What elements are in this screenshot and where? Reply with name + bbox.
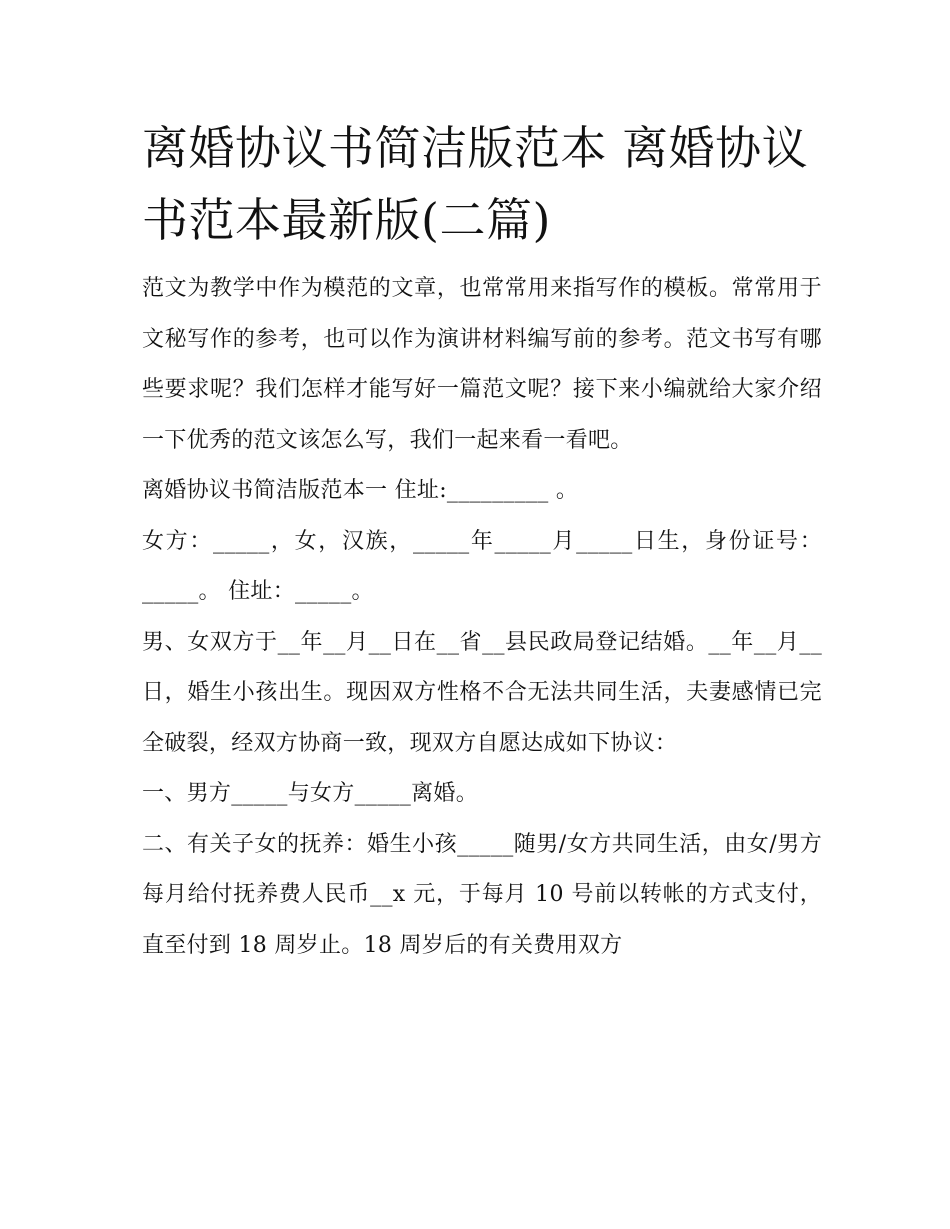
clause-two-paragraph: 二、有关子女的抚养：婚生小孩_____随男/女方共同生活，由女/男方每月给付抚养费人民币__x 元，于每月 10 号前以转帐的方式支付，直至付到 18 周岁止。18 周岁后的有关费用双方 xyxy=(142,831,822,958)
marriage-background-paragraph: 男、女双方于__年__月__日在__省__县民政局登记结婚。__年__月__日，婚生小孩出生。现因双方性格不合无法共同生活，夫妻感情已完全破裂，经双方协商一致，现双方自愿达成如下协议： xyxy=(142,629,822,756)
section-heading-address: 离婚协议书简洁版范本一 住址:_________ 。 xyxy=(142,478,579,503)
clause-one-paragraph: 一、男方_____与女方_____离婚。 xyxy=(142,781,479,806)
female-party-paragraph: 女方：_____，女，汉族，_____年_____月_____日生，身份证号：_____。 住址：_____。 xyxy=(142,528,822,604)
intro-paragraph: 范文为教学中作为模范的文章，也常常用来指写作的模板。常常用于文秘写作的参考，也可以作为演讲材料编写前的参考。范文书写有哪些要求呢？我们怎样才能写好一篇范文呢？接下来小编就给大家介绍一下优秀的范文该怎么写，我们一起来看一看吧。 xyxy=(142,276,822,453)
document-page xyxy=(142,112,822,971)
document-title: 离婚协议书简洁版范本 离婚协议书范本最新版(二篇) xyxy=(142,121,809,247)
